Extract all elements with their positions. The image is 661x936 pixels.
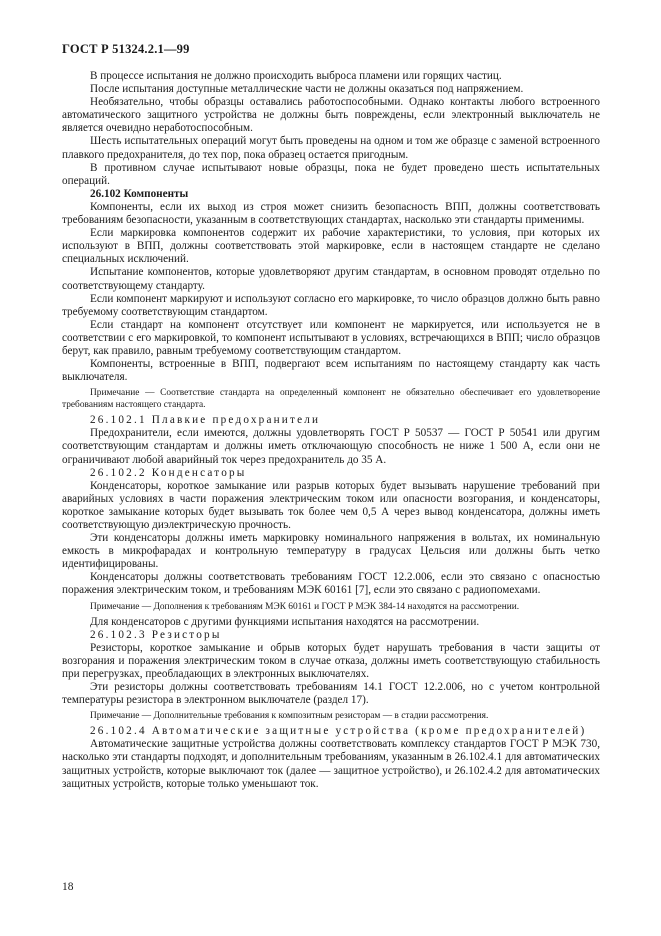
document-body [62,70,600,791]
section-heading: 26.102 Компоненты [90,187,189,200]
note: Примечание — Дополнительные требования к композитным резисторам — в стадии рассмотрения. [90,711,489,722]
paragraph: Если стандарт на компонент отсутствует или компонент не маркируется, или используется не в соответствии с его маркировкой, то компонент испытывают в условиях, встречающихся в ВПП; число образцов берут, как правило, равным требуемому соответствующим стандартом. [62,318,600,357]
paragraph: Эти конденсаторы должны иметь маркировку номинального напряжения в вольтах, их номинальную емкость в микрофарадах и контрольную температуру в градусах Цельсия или должны быть четко идентифицированы. [62,532,600,571]
paragraph: Резисторы, короткое замыкание и обрыв которых будет нарушать требования в части защиты от возгорания и поражения электрическим током в случае отказа, должны иметь соответствующую стабильность при перегрузках, преобладающих в электронных выключателях. [62,641,600,680]
note: Примечание — Дополнения к требованиям МЭК 60161 и ГОСТ Р МЭК 384-14 находятся на рассмотрении. [90,601,520,612]
paragraph: Компоненты, встроенные в ВПП, подвергают всем испытаниям по настоящему стандарту как часть выключателя. [62,358,600,384]
paragraph: Если компонент маркируют и используют согласно его маркировке, то число образцов должно быть равно требуемому соответствующим стандартом. [62,292,600,318]
page-number: 18 [62,881,74,893]
paragraph: Если маркировка компонентов содержит их рабочие характеристики, то условия, при которых их используют в ВПП, должны соответствовать этой маркировке, если в настоящем стандарте не сделано специальных исключений. [62,227,600,266]
subsection-heading: 26.102.2 Конденсаторы [90,466,247,479]
paragraph: Шесть испытательных операций могут быть проведены на одном и том же образце с заменой встроенного плавкого предохранителя, до тех пор, пока образец остается пригодным. [62,135,600,161]
paragraph: В процессе испытания не должно происходить выброса пламени или горящих частиц. [90,70,502,82]
paragraph: После испытания доступные металлические части не должны оказаться под напряжением. [90,83,524,96]
subsection-heading: 26.102.4 Автоматические защитные устройства (кроме предохранителей) [90,725,587,738]
subsection-heading: 26.102.3 Резисторы [90,628,222,641]
subsection-heading: 26.102.1 Плавкие предохранители [90,414,321,427]
paragraph: Конденсаторы должны соответствовать требованиям ГОСТ 12.2.006, если это связано с опасностью поражения электрическим током, и требованиям МЭК 60161 [7], если это связано с радиопомехами. [62,571,600,597]
paragraph: Конденсаторы, короткое замыкание или разрыв которых будет вызывать нарушение требований при аварийных условиях в части поражения электрическим током или опасности возгорания, и конденсаторы, короткое замыкание которых будет вызывать ток более чем 0,5 А через вывод конденсатора, должны иметь соответствующую диэлектрическую прочность. [62,479,600,531]
paragraph: Автоматические защитные устройства должны соответствовать комплексу стандартов ГОСТ Р МЭК 730, насколько эти стандарты подходят, и дополнительным требованиям, указанным в 26.102.4.1 для автоматических защитных устройств, которые выключают ток (далее — защитное устройство), и 26.102.4.2 для автоматических защитных устройств, которые только уменьшают ток. [62,738,600,790]
paragraph: Предохранители, если имеются, должны удовлетворять ГОСТ Р 50537 — ГОСТ Р 50541 или другим соответствующим стандартам и должны иметь отключающую способность не ниже 1 500 А, если они не ограничивают любой аварийный ток через предохранитель до 35 А. [62,427,600,466]
note: Примечание — Соответствие стандарта на определенный компонент не обязательно обеспечивает его удовлетворение требованиям настоящего стандарта. [62,388,600,411]
paragraph: Необязательно, чтобы образцы оставались работоспособными. Однако контакты любого встроенного автоматического защитного устройства не должны быть повреждены, если электронный выключатель не является очевидно неработоспособным. [62,96,600,135]
paragraph: Компоненты, если их выход из строя может снизить безопасность ВПП, должны соответствовать требованиям безопасности, указанным в соответствующих стандартах, насколько эти стандарты применимы. [62,200,600,227]
paragraph: Эти резисторы должны соответствовать требованиям 14.1 ГОСТ 12.2.006, но с учетом контрольной температуры резистора в электронном выключателе (раздел 17). [62,681,600,707]
paragraph: Для конденсаторов с другими функциями испытания находятся на рассмотрении. [90,615,480,628]
paragraph: Испытание компонентов, которые удовлетворяют другим стандартам, в основном проводят отдельно по соответствующему стандарту. [62,266,600,292]
document-header: ГОСТ Р 51324.2.1—99 [62,42,190,56]
paragraph: В противном случае испытывают новые образцы, пока не будет проведено шесть испытательных операций. [62,161,600,187]
